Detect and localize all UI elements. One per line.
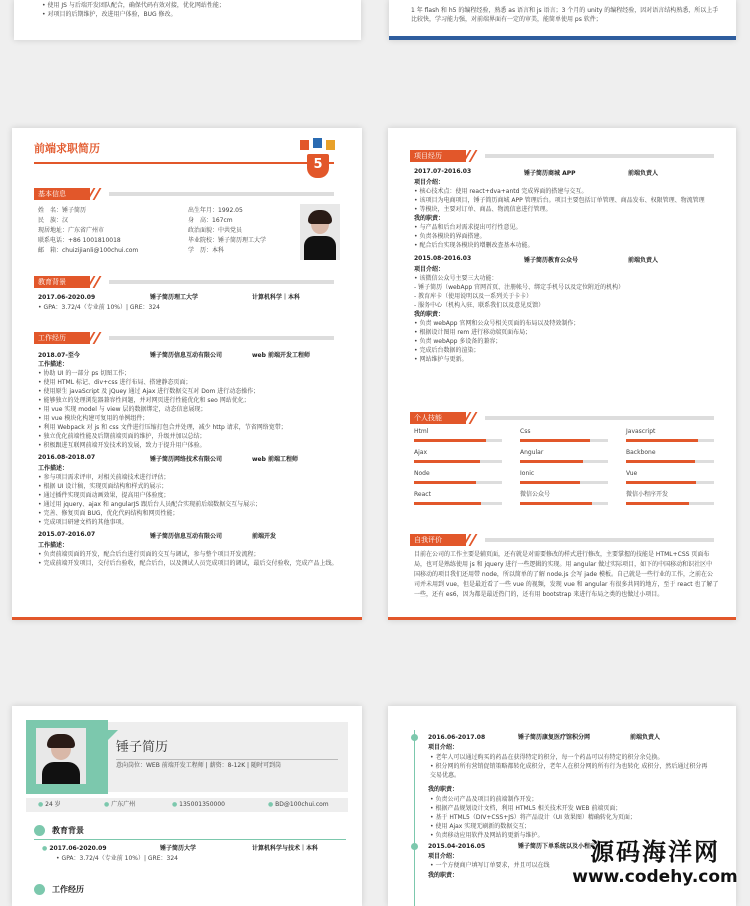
job-label: 工作描述：: [38, 542, 69, 549]
skill-name: 微信小程序开发: [626, 491, 669, 498]
info-email: ● BD@100chui.com: [268, 801, 329, 808]
p1-duties: [430, 795, 636, 840]
resume-page-1: [12, 128, 362, 620]
section-edu: 教育背景: [34, 276, 334, 288]
bottom-orange-bar: [12, 617, 362, 620]
p1-intro-line: • 老年人可以通过购买的药品在获得特定的积分，每一个药品可以有特定的积分余兑换。: [430, 754, 664, 761]
section-skills: 个人技能: [410, 412, 714, 424]
project-role: 前端负责人: [628, 170, 659, 177]
job-bullet: • 协助 UI 的一部分 ps 切图工作；: [38, 370, 131, 377]
job-bullet: • 通过用 jquery、ajax 和 angularJS 跟后台人员配合实现前后端数据交互与展示；: [38, 501, 262, 508]
resume-title: 前端求职简历: [34, 142, 100, 155]
watermark-line2: www.codehy.com: [572, 867, 738, 887]
timeline-dot-1: [411, 734, 418, 741]
skill-level-bar: [414, 481, 476, 484]
project-intro: - 锤子简历（webApp 官网首页、注册帐号、绑定手机号以及定位附近的机构）: [414, 284, 625, 291]
html5-icon: 5: [298, 138, 338, 182]
timeline-line: [414, 730, 415, 906]
job-bullet: • 通过插件实现页面动画效果，提高用户体验度；: [38, 492, 170, 499]
skill-name: Html: [414, 428, 429, 435]
section-work: 工作经历: [34, 332, 334, 344]
skill-name: Backbone: [626, 449, 656, 456]
skill-name: React: [414, 491, 431, 498]
job-bullet: • 积极跟进互联网前端开发技术的发展，致力于提升用户体验。: [38, 442, 206, 449]
bullet-item: • 使用 JS 与后端开发团队配合，确保代码有效对接，优化网站性能；: [42, 2, 225, 9]
job-label: 工作描述：: [38, 465, 69, 472]
project-label: 我的职责：: [414, 311, 445, 318]
projects-list: [414, 168, 724, 364]
job-bullet: • 能够独立的处理浏览器兼容性问题，并对网页进行性能优化和 seo 网站优化；: [38, 397, 250, 404]
skill-level-bar: [414, 460, 480, 463]
skill-name: Angular: [520, 449, 544, 456]
section-eval: 自我评价: [410, 534, 714, 546]
job-date: 2016.08-2018.07: [38, 454, 96, 461]
edu-icon: [34, 825, 45, 836]
project-role: 前端负责人: [628, 257, 659, 264]
resume3-name: 锤子简历: [116, 740, 169, 755]
info-phone: ● 135001350000: [172, 801, 225, 808]
job-bullet: • 用 vue 实现 model 与 view 层的数据绑定，动态信息展现；: [38, 406, 207, 413]
work-jobs: [38, 350, 348, 568]
project-intro: • 核心技术点：使用 react+dva+antd 完成界面的搭建与交互。: [414, 188, 588, 195]
p1-company: 锤子简历康复医疗馆积分网: [518, 734, 591, 741]
p1-role: 前端负责人: [630, 734, 661, 741]
basic-info-item: 民 族：汉: [38, 217, 69, 224]
p2-intro-label: 项目介绍：: [428, 853, 459, 860]
location-icon: ●: [104, 801, 110, 808]
p2-date: 2015.04-2016.05: [428, 843, 486, 850]
skill-level-bar: [626, 439, 698, 442]
p1-date: 2016.06-2017.08: [428, 734, 486, 741]
p2-intro: • 一个方便商户填写订单要求，并且可以在线: [430, 862, 550, 870]
project-duty: • 负责 webApp 多设备的兼容；: [414, 338, 502, 345]
watermark: [560, 838, 750, 894]
p1-intro-line: • 积分网的所有营销促销策略都转化成积分，老年人在积分网的所有行为也转化 成积分，然后通过积分再: [430, 763, 708, 770]
top-right-lines: [411, 6, 718, 24]
edu-major: 计算机科学｜本科: [252, 294, 301, 301]
job-date: 2015.07-2016.07: [38, 531, 96, 538]
resume3-edu-gpa: • GPA：3.72/4（专业前 10%）| GRE：324: [56, 855, 178, 863]
p1-duty: • 负责移动应用软件及网站的更新与维护。: [430, 832, 544, 839]
project-intro: • 该项目为电商项目，锤子简历商城 APP 管理后台。项目主要包括订单管理、商品发布、权限管理、物流管理: [414, 197, 705, 204]
top-left-bullets: [42, 1, 225, 19]
project-header: [414, 255, 724, 265]
resume-page-3: [12, 706, 362, 906]
info-location: ● 广东广州: [104, 801, 136, 808]
p1-intro-label: 项目介绍：: [428, 744, 459, 751]
resume-page-top-left: [14, 0, 361, 40]
resume-page-top-right: [389, 0, 736, 40]
project-header: [414, 168, 724, 178]
p2-duty-label: 我的职责：: [428, 872, 459, 879]
job-bullet: • 独立优化前端性能及后期前端页面的维护，升级并加以总结；: [38, 433, 206, 440]
job-company: 锤子简历网络技术有限公司: [150, 456, 223, 463]
skill-name: Ajax: [414, 449, 427, 456]
job-bullet: • 参与项目需求评审，对相关前端技术进行评估；: [38, 474, 170, 481]
skill-name: Vue: [626, 470, 638, 477]
user-icon: ●: [38, 801, 44, 808]
project-intro: - 教育库卡（使用说明以及一系列关于卡卡）: [414, 293, 533, 300]
p2-company: 锤子简历下单系统以及小程序: [518, 843, 597, 850]
skill-level-bar: [626, 460, 695, 463]
job-bullet: • 利用 Webpack 对 js 和 css 文件进行压缩打包合并处理，减少 http 请求，节省网络宽带；: [38, 424, 287, 431]
resume3-work-section: 工作经历: [52, 885, 84, 894]
basic-info-item: 学 历：本科: [188, 247, 225, 254]
eval-text: [414, 550, 719, 600]
skill-name: Ionic: [520, 470, 535, 477]
project-label: 我的职责：: [414, 215, 445, 222]
basic-right: [188, 206, 266, 256]
skill-level-bar: [626, 502, 689, 505]
skill-name: 微信公众号: [520, 491, 551, 498]
job-bullet: • 完善、修复页面 BUG，优化代码结构和网页性能；: [38, 510, 179, 517]
basic-info-item: 姓 名：锤子简历: [38, 207, 87, 214]
job-bullet: • 使用 HTML 标记、div+css 进行布局、搭建静态页面；: [38, 379, 192, 386]
p1-duty: • 基于 HTML5（DIV+CSS+JS）将产品设计（UI 效果图）精确转化为页面；: [430, 814, 636, 821]
skill-name: Css: [520, 428, 531, 435]
project-intro: • 等模块，主要对订单、商品、物流信息进行管理。: [414, 206, 552, 213]
avatar-2: [36, 728, 86, 784]
project-name: 锤子简历商城 APP: [524, 170, 576, 177]
project-duty: • 负责各模块的界面搭建。: [414, 233, 486, 240]
text-line: 比较快，学习能力强，对前端界面有一定的审美，能简单使用 ps 软件；: [411, 16, 602, 23]
skill-level-bar: [626, 481, 696, 484]
basic-info-item: 现居地址：广东省广州市: [38, 227, 105, 234]
skill-level-bar: [414, 439, 486, 442]
project-date: 2017.07-2016.03: [414, 168, 472, 175]
skill-name: Node: [414, 470, 430, 477]
p1-intro-line: 交易优惠。: [430, 772, 461, 779]
bottom-blue-bar: [389, 36, 736, 40]
basic-info-item: 出生年月：1992.05: [188, 207, 243, 214]
job-role: web 前端开发工程师: [252, 352, 310, 359]
job-header: [38, 350, 348, 360]
name-underline: [116, 759, 338, 760]
project-intro: - 服务中心（机构入驻、联系我们以及意见反馈）: [414, 302, 545, 309]
basic-info-item: 政治面貌：中共党员: [188, 227, 243, 234]
info-age: ● 24 岁: [38, 801, 61, 808]
project-intro: • 该微信公众号主要三大功能：: [414, 275, 498, 282]
resume3-intent: 意向岗位：WEB 前端开发工程师 | 薪资：8-12K | 随时可到岗: [116, 762, 281, 769]
p1-duty: • 根据产品规划设计文档，利用 HTML5 相关技术开发 WEB 前端页面；: [430, 805, 622, 812]
project-duty: • 负责 webApp 官网和公众号相关页面的布局以及特效制作；: [414, 320, 580, 327]
p1-intro: [430, 753, 707, 780]
edu-gpa: • GPA：3.72/4（专业前 10%）| GRE：324: [38, 304, 160, 312]
job-bullet: • 负责前端页面的开发，配合后台进行页面的交互与调试，参与整个项目开发流程；: [38, 551, 260, 558]
project-duty: • 完成后台数据的渲染；: [414, 347, 480, 354]
avatar-frame-tab: [108, 730, 118, 740]
project-name: 锤子简历教育公众号: [524, 257, 579, 264]
edu-line: [34, 839, 346, 840]
text-line: 1 年 flash 和 h5 的编程经验，熟悉 as 语言和 js 语言；3 个月的 unity 的编程经验，因对语言结构熟悉，所以上手: [411, 7, 719, 14]
project-date: 2015.08-2016.03: [414, 255, 472, 262]
bottom-orange-bar-2: [388, 617, 736, 620]
watermark-line1: 源码海洋网: [590, 838, 720, 866]
project-duty: • 网站维护与更新。: [414, 356, 468, 363]
skill-level-bar: [520, 502, 592, 505]
section-basic: 基本信息: [34, 188, 334, 200]
job-bullet: • 完成项目研建文档的其他事项。: [38, 519, 128, 526]
title-underline: [34, 162, 334, 164]
basic-left: [38, 206, 138, 256]
job-bullet: • 根据 UI 设计稿，实现页面结构和样式的展示；: [38, 483, 168, 490]
skill-level-bar: [520, 481, 580, 484]
job-company: 锤子简历信息互动有限公司: [150, 533, 223, 540]
timeline-dot-2: [411, 843, 418, 850]
basic-info-item: 联系电话：+86 1001810018: [38, 237, 121, 244]
job-role: 前端开发: [252, 533, 277, 540]
bullet-item: • 对项目的后期维护，改进用户体验，BUG 修改。: [42, 11, 177, 18]
basic-info-item: 毕业院校：锤子简历理工大学: [188, 237, 267, 244]
edu-date: 2017.06-2020.09: [38, 294, 96, 301]
skill-name: Javascript: [626, 428, 656, 435]
job-header: [38, 454, 348, 464]
resume-page-2: [388, 128, 736, 620]
section-projects: 项目经历: [410, 150, 714, 162]
job-date: 2018.07-至今: [38, 352, 80, 359]
resume3-edu-school: 锤子简历大学: [160, 845, 197, 852]
job-label: 工作描述：: [38, 361, 69, 368]
job-bullet: • 使用原生 javaScript 及 jQuey 通过 Ajax 进行数据交互对 Dom 进行动态操作；: [38, 388, 260, 395]
job-bullet: • 用 vue 模块化构建可复用的单例组件；: [38, 415, 149, 422]
resume3-edu-section: 教育背景: [52, 826, 84, 835]
project-duty: • 根据设计图用 rem 进行移动端页面布局；: [414, 329, 532, 336]
project-label: 项目介绍：: [414, 179, 445, 186]
job-header: [38, 531, 348, 541]
work-icon: [34, 884, 45, 895]
eval-line: 一些，还有 es6，因为都是最近热门的，还有用 bootstrap 来进行布局之类的也做过小项目。: [414, 591, 664, 598]
basic-info-item: 邮 箱：chuizijianli@100chui.com: [38, 247, 139, 254]
project-label: 项目介绍：: [414, 266, 445, 273]
eval-line: 目前在公司的工作主要是辅页面，还有就是对需要修改的样式进行修改，主要掌握的技能是 HTML+CSS 页面布: [414, 551, 710, 558]
job-company: 锤子简历信息互动有限公司: [150, 352, 223, 359]
project-duty: • 与产品和后台对需求提出可行性意见。: [414, 224, 522, 231]
project-duty: • 配合后台实现各模块的增删改查基本功能。: [414, 242, 534, 249]
p1-duty: • 负责公司产品及项目的前端制作开发；: [430, 796, 538, 803]
eval-line: 国移动的项目我们还用带 node，所以简单的了解 node.js 会写 jade 模板。自己就是一些行业的工作，之前在公: [414, 571, 714, 578]
eval-line: 局，也可是熟练使用 js 和 jquery 进行一些逻辑的实现。用 angular 做过实际项目，如下的中国移动和识社区中: [414, 561, 713, 568]
mail-icon: ●: [268, 801, 274, 808]
edu-school: 锤子简历理工大学: [150, 294, 199, 301]
avatar: [300, 204, 340, 260]
skill-level-bar: [520, 439, 590, 442]
job-bullet: • 完成前端开发项目，交付后台验收，配合后台，以及测试人员完成项目的调试，最后交付验收，完成产品上线。: [38, 560, 338, 567]
job-role: web 前端工程师: [252, 456, 298, 463]
eval-line: 司并未用到 vue，但是最近看了一些 vue 的视频，发现 vue 和 angular 有很多共同的地方，至于 react 也了解了: [414, 581, 719, 588]
phone-icon: ●: [172, 801, 178, 808]
skill-level-bar: [414, 502, 481, 505]
skill-level-bar: [520, 460, 583, 463]
p1-duty-label: 我的职责：: [428, 786, 459, 793]
resume3-edu-date: ● 2017.06-2020.09: [42, 845, 107, 852]
basic-info-item: 身 高：167cm: [188, 217, 233, 224]
skills-grid: [414, 428, 714, 512]
resume3-edu-major: 计算机科学与技术｜本科: [252, 845, 319, 852]
p1-duty: • 使用 Ajax 实现无刷新的数据交互；: [430, 823, 531, 830]
